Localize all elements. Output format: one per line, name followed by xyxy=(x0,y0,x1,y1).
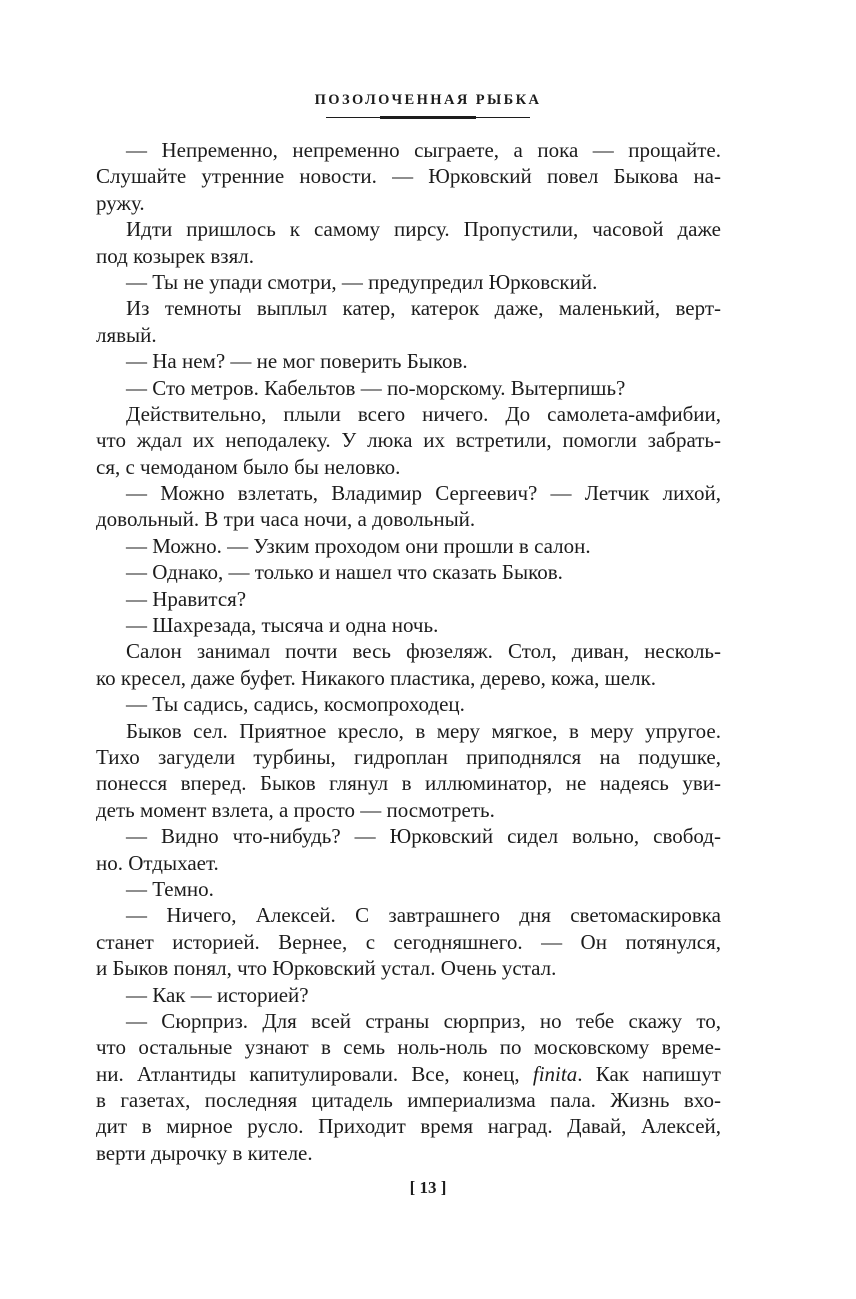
body-text xyxy=(96,137,721,1166)
text-line: — Сюрприз. Для всей страны сюрприз, но тебе скажу то, xyxy=(126,1008,721,1033)
text-line: — Ничего, Алексей. С завтрашнего дня светомаскировка xyxy=(126,903,721,928)
page-number-value: 13 xyxy=(419,1178,437,1197)
text-line: — Нравится? xyxy=(126,586,247,611)
text-line: — Шахрезада, тысяча и одна ночь. xyxy=(126,613,439,638)
text-line: Быков сел. Приятное кресло, в меру мягкое, в меру упругое. xyxy=(126,718,721,743)
text-line: довольный. В три часа ночи, а довольный. xyxy=(96,507,476,532)
text-line: но. Отдыхает. xyxy=(96,850,219,875)
text-line: — Ты не упади смотри, — предупредил Юрковский. xyxy=(126,269,598,294)
text-line: лявый. xyxy=(96,322,157,347)
text-line: что остальные узнают в семь ноль-ноль по московскому време- xyxy=(96,1035,721,1060)
text-line: — Сто метров. Кабельтов — по-морскому. Вытерпишь? xyxy=(126,375,626,400)
text-line: Из темноты выплыл катер, катерок даже, маленький, верт- xyxy=(126,296,721,321)
text-line: Действительно, плыли всего ничего. До самолета-амфибии, xyxy=(126,401,721,426)
text-line: под козырек взял. xyxy=(96,243,254,268)
running-head: ПОЗОЛОЧЕННАЯ РЫБКА xyxy=(314,92,542,108)
italic-word: finita xyxy=(532,1061,578,1086)
page-number xyxy=(0,1177,856,1199)
text-line: — Видно что-нибудь? — Юрковский сидел вольно, свобод- xyxy=(126,824,721,849)
text-line: деть момент взлета, а просто — посмотреть. xyxy=(96,797,495,822)
text-line: ни. Атлантиды капитулировали. Все, конец, finita. Как напишут xyxy=(96,1061,721,1086)
text-line: — Непременно, непременно сыграете, а пока — прощайте. xyxy=(126,138,721,162)
text-line: понесся вперед. Быков глянул в иллюминатор, не надеясь уви- xyxy=(96,771,721,796)
text-line: и Быков понял, что Юрковский устал. Очень устал. xyxy=(96,956,557,981)
text-line: — Можно. — Узким проходом они прошли в салон. xyxy=(126,533,591,558)
text-line: — На нем? — не мог поверить Быков. xyxy=(126,349,468,374)
text-line: — Как — историей? xyxy=(126,982,309,1007)
text-line: Салон занимал почти весь фюзеляж. Стол, диван, несколь- xyxy=(126,639,721,664)
text-line: Слушайте утренние новости. — Юрковский повел Быкова на- xyxy=(96,164,721,189)
text-line: Тихо загудели турбины, гидроплан приподнялся на подушке, xyxy=(96,744,721,769)
text-line: ко кресел, даже буфет. Никакого пластика, дерево, кожа, шелк. xyxy=(96,665,657,690)
text-line: — Можно взлетать, Владимир Сергеевич? — Летчик лихой, xyxy=(126,481,721,506)
text-line: верти дырочку в кителе. xyxy=(96,1140,313,1165)
folio-bracket-right: ] xyxy=(440,1178,447,1197)
text-line: что ждал их неподалеку. У люка их встретили, помогли забрать- xyxy=(96,428,721,453)
folio-bracket-left: [ xyxy=(409,1178,416,1197)
text-line: — Однако, — только и нашел что сказать Быков. xyxy=(126,560,563,585)
text-line: — Темно. xyxy=(126,876,214,901)
text-line: — Ты садись, садись, космопроходец. xyxy=(126,692,465,717)
text-line: Идти пришлось к самому пирсу. Пропустили, часовой даже xyxy=(126,217,721,242)
text-line: в газетах, последняя цитадель империализма пала. Жизнь вхо- xyxy=(96,1088,721,1113)
running-head-rule-accent xyxy=(380,116,476,119)
text-line: ся, с чемоданом было бы неловко. xyxy=(96,454,401,479)
text-line: станет историей. Вернее, с сегодняшнего. — Он потянулся, xyxy=(96,929,721,954)
text-line: дит в мирное русло. Приходит время наград. Давай, Алексей, xyxy=(96,1114,721,1139)
text-line: ружу. xyxy=(96,190,145,215)
